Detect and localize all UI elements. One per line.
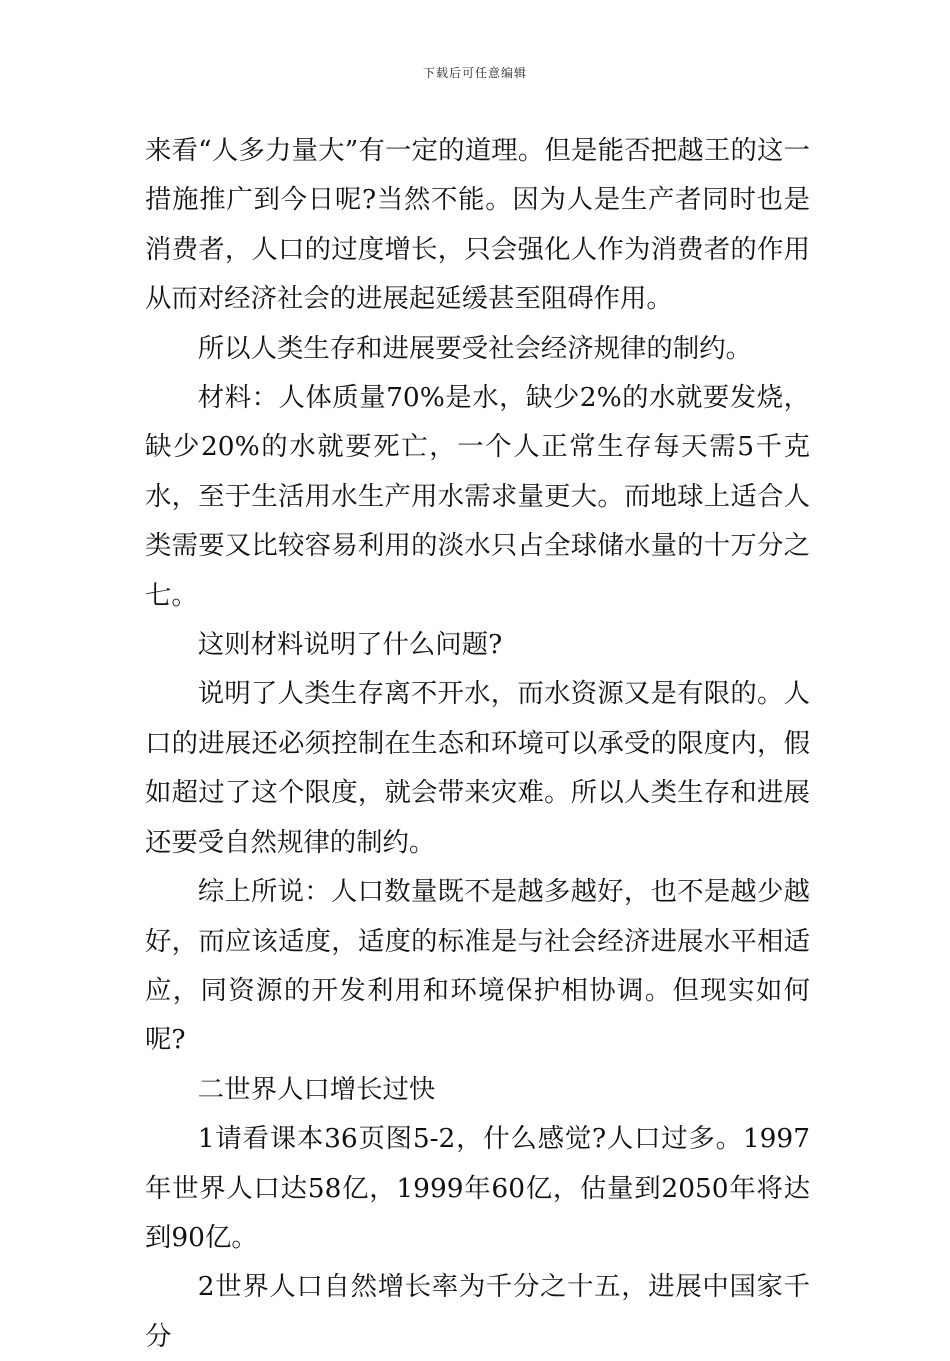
paragraph: 来看“人多力量大”有一定的道理。但是能否把越王的这一措施推广到今日呢?当然不能。因为人是生产者同时也是消费者，人口的过度增长，只会强化人作为消费者的作用从而对经济社会的进展起延缓甚至阻碍作用。 bbox=[145, 135, 810, 315]
paragraph: 所以人类生存和进展要受社会经济规律的制约。 bbox=[197, 332, 752, 364]
page-header: 下载后可任意编辑 bbox=[422, 66, 527, 80]
document-body bbox=[145, 126, 810, 1361]
section-heading: 二世界人口增长过快 bbox=[197, 1073, 436, 1105]
paragraph: 1请看课本36页图5-2，什么感觉?人口过多。1997年世界人口达58亿，1999年60亿，估量到2050年将达到90亿。 bbox=[145, 1123, 810, 1253]
paragraph: 综上所说：人口数量既不是越多越好，也不是越少越好，而应该适度，适度的标准是与社会经济进展水平相适应，同资源的开发利用和环境保护相协调。但现实如何呢? bbox=[145, 876, 810, 1056]
paragraph: 说明了人类生存离不开水，而水资源又是有限的。人口的进展还必须控制在生态和环境可以承受的限度内，假如超过了这个限度，就会带来灾难。所以人类生存和进展还要受自然规律的制约。 bbox=[145, 678, 810, 858]
paragraph: 2世界人口自然增长率为千分之十五，进展中国家千分 bbox=[145, 1271, 810, 1352]
paragraph: 这则材料说明了什么问题? bbox=[197, 629, 503, 661]
paragraph: 材料：人体质量70%是水，缺少2%的水就要发烧，缺少20%的水就要死亡，一个人正常生存每天需5千克水，至于生活用水生产用水需求量更大。而地球上适合人类需要又比较容易利用的淡水只占全球储水量的十万分之七。 bbox=[145, 382, 810, 611]
